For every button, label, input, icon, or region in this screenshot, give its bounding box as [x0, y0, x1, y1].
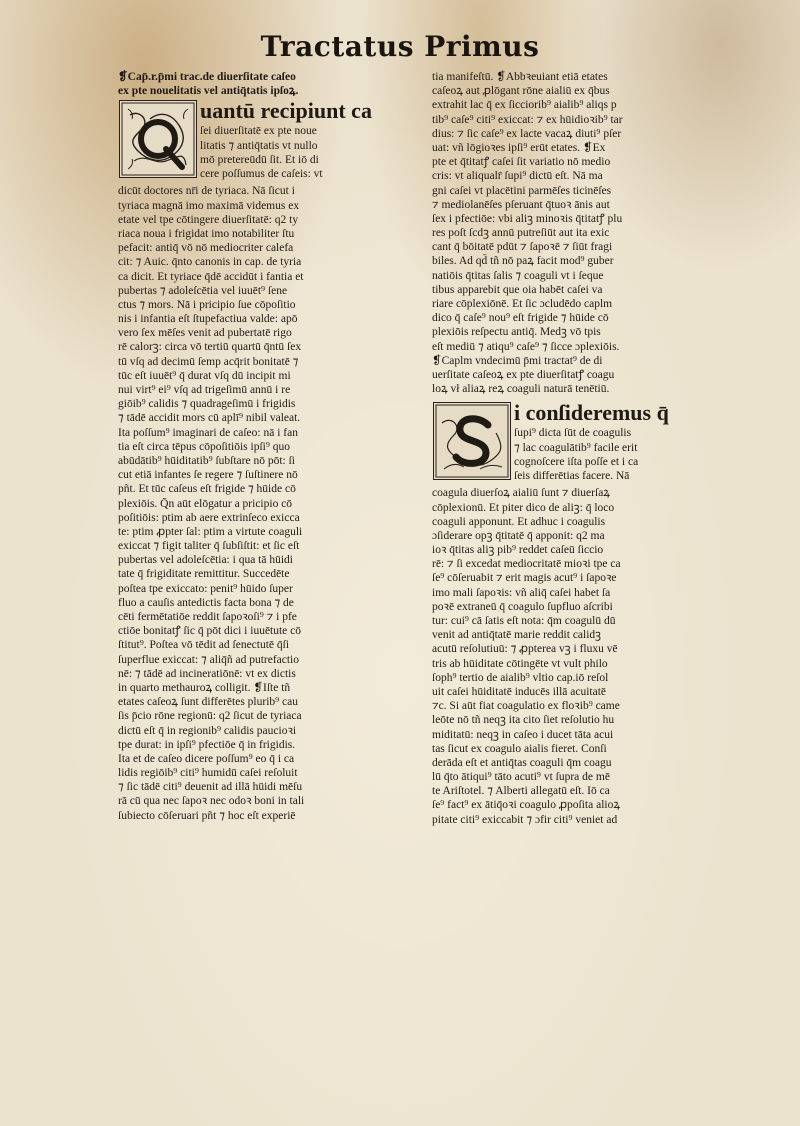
- text-line: etates caſeoꝝ ſunt differētes plurib⁹ cau: [118, 696, 298, 709]
- text-line: ſtitut⁹. Poſtea vō tēdit ad ſenectutē q̄ſi: [118, 639, 290, 652]
- text-line: caſeoꝝ aut ꝓlōgant rōne aialiū ex q̄bus: [432, 85, 610, 98]
- text-line: derāda eſt et antiq̄tas coaguli q̄m coagu: [432, 756, 612, 769]
- woodcut-initial-q-icon: [119, 100, 197, 178]
- text-line: rē: ⁊ ſi excedat mediocritatē mioꝛi tpe ca: [432, 558, 621, 571]
- text-line: ɔſiderare opꝫ q̄titatē q̄ apponit: q2 ma: [432, 529, 605, 542]
- text-line: poꝛē extraneū q̄ coagulo ſupfluo aſcribi: [432, 600, 613, 613]
- text-line: te: ptim ꝓpter ſal: ptim a virtute coaguli: [118, 525, 303, 538]
- text-line: pubertas ⁊ adoleſcētia vel iuuēt⁹ ſene: [118, 284, 288, 297]
- text-line: ⁊ mediolanēſes pſeruant q̄tuoꝛ ānis aut: [432, 198, 610, 211]
- text-line: tū vſq ad decimū ſemp acq̄rit bonitatē ⁊: [118, 355, 299, 368]
- text-line: cris: vt aliqualr̄ ſupi⁹ dictū eſt. Nā ma: [432, 170, 603, 183]
- initial-wrap-text: [514, 400, 752, 483]
- initial-block: [432, 400, 754, 486]
- page-title: Tractatus Primus: [260, 30, 540, 63]
- text-line: cēti fermētatiōe reddit ſapoꝛoſi⁹ ⁊ i pfe: [118, 611, 297, 623]
- text-line: pubertas vel adoleſcētia: i qua tā hūidi: [118, 554, 293, 567]
- text-line: uerſitate caſeoꝝ ex pte diuerſitatꝭ coagu: [432, 368, 615, 381]
- text-line: tate q̄ frigiditate remittitur. Succedēte: [118, 568, 290, 581]
- text-line: fluo a cauſis antedictis facta bona ⁊ de: [118, 596, 294, 609]
- text-line: dictū eſt q̄ in regionib⁹ calidis paucioꝛi: [118, 724, 297, 737]
- text-line: nis i infantia eſt ſtupefactiua valde: apō: [118, 313, 298, 326]
- text-line: ſeis differētias facere. Nā: [514, 469, 630, 482]
- text-line: plexiōis reſpectu antiq̄. Medꝫ vō tpis: [432, 326, 601, 339]
- text-line: giōib⁹ calidis ⁊ quadrageſimū i frigidis: [118, 398, 296, 411]
- text-line: ca dicit. Et tyriace q̄dē accidūt i fantia et: [118, 270, 304, 283]
- text-line: cant q̄ bōitatē pdūt ⁊ ſapoꝛē ⁊ ſiūt fragi: [432, 241, 613, 254]
- text-line: rā cū qua nec ſapoꝛ nec odoꝛ boni in tali: [118, 795, 305, 808]
- text-line: poſtea tpe exiccato: penit⁹ hūido ſuper: [118, 582, 293, 595]
- text-line: pñt. Et tūc caſeus eſt frigide ⁊ hūide cō: [118, 483, 296, 496]
- text-line: ❡Caplm vndecimū p̄mi tractat⁹ de di: [432, 354, 603, 367]
- chapter-heading-line: ❡Cap̄.r.p̄mi trac.de diuerſitate caſeo: [118, 71, 296, 83]
- text-line: cere poſſumus de caſeis: vt: [200, 167, 323, 180]
- text-line: lidis regiōib⁹ citi⁹ humidū caſei reſoluit: [118, 767, 298, 780]
- text-line: uit caſei hūiditatē inducēs illā acuitatē: [432, 685, 607, 698]
- text-line: ſubiecto cōſeruari pñt ⁊ hoc eſt experiē: [118, 809, 296, 822]
- text-line: cut etiā infantes ſe regere ⁊ ſuſtinere nō: [118, 469, 298, 482]
- text-line: ⁊ lac coagulātib⁹ facile erit: [514, 441, 638, 454]
- chapter-heading-line: ex pte nouelitatis vel antiq̄tatis ipſoꝝ.: [118, 85, 299, 98]
- text-line: tris ab hūiditate cōtingēte vt vult philo: [432, 657, 608, 670]
- text-line: cognoſcere iſta poſſe et i ca: [514, 455, 639, 468]
- text-line: eſt mediū ⁊ atiqu⁹ caſe⁹ ⁊ ſicce ɔplexiōis.: [432, 340, 620, 353]
- text-line: tas ſicut ex coagulo aialis fieret. Conſi: [432, 742, 607, 755]
- text-line: acutū reſolutiuū: ⁊ ꝓpterea vꝫ i fluxu vē: [432, 643, 618, 656]
- text-line: dico q̄ caſe⁹ nou⁹ eſt frigide ⁊ hūide cō: [432, 312, 609, 325]
- text-line: cōplexionū. Et piter dico de aliꝫ: q̄ loco: [432, 501, 615, 514]
- right-body-text-top: [432, 70, 754, 396]
- text-line: te Ariſtotel. ⁊ Alberti allegatū eſt. Iō ca: [432, 785, 610, 798]
- text-line: loꝝ vł aliaꝝ reꝝ coaguli naturā tenētiū.: [432, 383, 610, 396]
- text-line: poſitiōis: ptim ab aere extrinſeco exicca: [118, 511, 300, 524]
- text-line: ſis p̄cio rōne regionū: q2 ſicut de tyriaca: [118, 710, 302, 723]
- text-line: coaguli apponunt. Et adhuc i coagulis: [432, 515, 606, 528]
- text-line: ſe⁹ fact⁹ ex ātiq̄oꝛi coagulo ꝓpoſita alioꝝ: [432, 799, 620, 812]
- text-line: ctus ⁊ mors. Nā i pricipio ſue cōpoſitio: [118, 298, 296, 311]
- text-line: abūdātib⁹ hūiditatib⁹ ſubſtare nō pōt: ſi: [118, 454, 295, 467]
- text-line: imo mali ſapoꝛis: vñ aliq̄ caſei habet ſa: [432, 586, 611, 599]
- text-line: tia manifeſtū. ❡Abbꝛeuiant etiā etates: [432, 71, 608, 83]
- text-line: Ita et de caſeo dicere poſſum⁹ eo q̄ i ca: [118, 752, 295, 765]
- text-line: nui virt⁹ ei⁹ vſq ad trigeſimū annū i re: [118, 384, 291, 396]
- text-line: tibus apparebit que oia habēt caſei va: [432, 283, 603, 296]
- text-line: natiōis q̄titas ſalis ⁊ coaguli vt i ſeque: [432, 269, 604, 282]
- text-line: riaca noua i frigidat imo notabiliter ſtu: [118, 227, 295, 240]
- text-line: biles. Ad qd̄ tñ nō paꝝ facit mod⁹ guber: [432, 255, 614, 268]
- text-line: pitate citi⁹ exiccabit ⁊ ɔfir citi⁹ veniet ad: [432, 813, 618, 826]
- text-line: uat: vñ lōgioꝛes ipſi⁹ erūt etates. ❡Ex: [432, 141, 606, 154]
- text-line: cit: ⁊ Auic. q̄nto canonis in cap. de tyria: [118, 256, 302, 269]
- text-line: tyriaca magnā imo maximā videmus ex: [118, 199, 300, 212]
- text-line: etate vel tpe cōtingere diuerſitatē: q2 ty: [118, 213, 299, 226]
- text-line: coagula diuerſoꝝ aialiū ſunt ⁊ diuerſaꝝ: [432, 487, 610, 500]
- text-line: ioꝛ q̄titas aliꝫ pib⁹ reddet caſeū ſiccio: [432, 544, 604, 557]
- text-line: lū q̄to ātiqui⁹ tāto acuti⁹ vt ſupra de mē: [432, 771, 610, 784]
- text-line: dicūt doctores nr̄i de tyriaca. Nā ſicut i: [118, 185, 295, 198]
- text-line: ſupi⁹ dicta ſūt de coagulis: [514, 427, 632, 440]
- text-line: ⁊ tādē accidit mors cū aplī⁹ nibil valeat.: [118, 412, 301, 425]
- right-body-text: [432, 486, 754, 827]
- text-line: Ita poſſum⁹ imaginari de caſeo: nā i fan: [118, 426, 298, 439]
- opening-words: uantū recipiunt ca: [200, 98, 372, 124]
- text-line: tur: cui⁹ cā ſatis eſt nota: q̄m coagulū dū: [432, 615, 616, 627]
- text-line: pte et q̄titatꝭ caſei ſit variatio nō medio: [432, 156, 611, 169]
- left-body-text: [118, 184, 438, 822]
- right-column: [432, 70, 754, 827]
- initial-wrap-text: [200, 98, 438, 181]
- text-line: ſoph⁹ tertio de aialib⁹ vltio cap.iō reſol: [432, 671, 609, 684]
- text-line: litatis ⁊ antiq̄tatis vt nullo: [200, 139, 318, 152]
- initial-block: [118, 98, 438, 184]
- text-line: leōte nō tñ neqꝫ ita cito ſiet reſolutio hu: [432, 714, 615, 727]
- text-line: dius: ⁊ ſic caſe⁹ ex lacte vacaꝝ diuti⁹ pſer: [432, 127, 622, 140]
- text-line: exiccat ⁊ figit taliter q̄ ſubſiſtit: et ſic eſt: [118, 540, 300, 553]
- text-line: ctiōe bonitatꝭ ſic q̄ pōt dici i iuuētute cō: [118, 625, 302, 638]
- text-line: ſuperflue exiccat: ⁊ aliq̄ñ ad putrefactio: [118, 653, 300, 666]
- text-line: ſe⁹ cōſeruabit ⁊ erit magis acut⁹ i ſapoꝛe: [432, 572, 617, 585]
- text-line: ſei diuerſitatē ex pte noue: [200, 125, 317, 138]
- text-line: ⁊ ſic tādē citi⁹ deuenit ad illā hūidi mēſu: [118, 781, 303, 794]
- text-line: pefacit: antiq̄ vō nō mediocriter calefa: [118, 242, 294, 255]
- opening-words: i conſideremus q̄: [514, 400, 669, 426]
- text-line: miditatū: neqꝫ in caſeo i ducet tāta acui: [432, 728, 614, 741]
- text-line: tpe durat: in ipſi⁹ pfectiōe q̄ in frigidis.: [118, 738, 296, 751]
- text-line: tia eſt circa tēpus cōpoſitiōis ipſi⁹ quo: [118, 440, 291, 453]
- text-line: tib⁹ caſe⁹ citi⁹ exiccat: ⁊ ex hūidioꝛib⁹ tar: [432, 113, 623, 126]
- text-line: res poſt ſcdꝫ annū putreſiūt aut ita exic: [432, 227, 610, 240]
- text-line: plexiōis. Q̄n aūt elōgatur a pricipio cō: [118, 497, 293, 510]
- text-line: rē calorꝫ: circa vō tertiū quartū q̄ntū ſex: [118, 341, 302, 354]
- text-line: ⁊c. Si aūt fiat coagulatio ex floꝛib⁹ came: [432, 700, 620, 713]
- text-line: ſex i pfectiōe: vbi aliꝫ minoꝛis q̄titatꝭ plu: [432, 212, 623, 225]
- text-line: in quarto methauroꝝ colligit. ❡Iſte tñ: [118, 681, 291, 694]
- text-line: venit ad antiq̄tatē marie reddit calidꝫ: [432, 629, 602, 642]
- woodcut-initial-s-icon: [433, 402, 511, 480]
- text-line: nē: ⁊ tādē ad incineratiōnē: vt ex dictis: [118, 667, 296, 680]
- text-line: extrahit lac q̄ ex ſicciorib⁹ aialib⁹ aliqs p: [432, 99, 617, 112]
- text-line: tūc eſt iuuēt⁹ q̄ durat vſq dū incipit mi: [118, 369, 291, 382]
- text-line: gni caſei vt placētini parmēſes ticinēſes: [432, 184, 612, 197]
- left-column: [118, 70, 438, 823]
- text-line: riare cōplexiōnē. Et ſic ɔcludēdo caplm: [432, 298, 613, 310]
- text-line: vero ſex mēſes venit ad pubertatē rigo: [118, 327, 292, 340]
- text-line: mō pretereūdū ſit. Et iō di: [200, 153, 319, 166]
